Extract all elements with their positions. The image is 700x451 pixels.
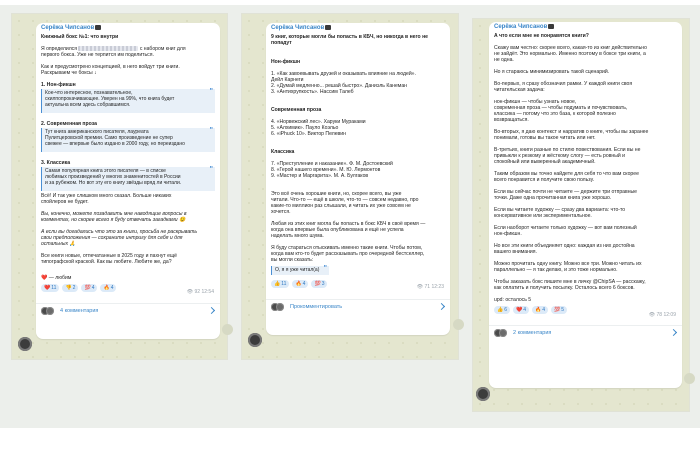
- post-text-line: Можно прочитать одну книгу. Можно все три. Можно читать их: [494, 261, 642, 267]
- quote-line: Тут книга американского писателя, лауреата: [45, 129, 149, 135]
- reaction-chip[interactable]: [41, 284, 59, 292]
- quote-line: Самая популярная книга этого писателя — в списке: [45, 168, 166, 174]
- post-bubble: [36, 23, 220, 339]
- post-text-line: Все книги новые, отпечатанные в 2025 году и пахнут ещё: [41, 253, 178, 259]
- post-text-line: попадут: [271, 40, 292, 46]
- expandable-quote[interactable]: [271, 266, 329, 275]
- quote-line: Пулитцеровской премии. Само произведение не супер: [45, 135, 173, 142]
- post-text-line: 1. «Как завоевывать друзей и оказывать влияние на людей».: [271, 71, 416, 77]
- reaction-emoji-icon: 👎: [65, 285, 72, 291]
- post-text-line: как оплатить и получить посылку. Осталось всего 6 боксов.: [494, 285, 635, 291]
- reaction-emoji-icon: 💯: [314, 281, 321, 287]
- channel-avatar[interactable]: [248, 333, 262, 347]
- expandable-quote[interactable]: [41, 128, 215, 152]
- reaction-count: 2: [72, 285, 76, 291]
- comments-button[interactable]: [36, 304, 220, 318]
- post-text-line: Как и предусмотрено концепцией, в него войдут три книги.: [41, 64, 180, 70]
- post-text-line: ❤️ — любим: [41, 275, 72, 281]
- post-text-line: Это всё очень хорошие книги, но, скорее всего, вы уже: [271, 191, 402, 197]
- post-text-line: 4. «Норвежский лес». Харуки Мураками: [271, 119, 366, 125]
- post-text-line: когда она впервые была опубликована и ещё не успела: [271, 227, 404, 233]
- post-text-line: параллельно — я так делаю, и это тоже нормально.: [494, 267, 618, 273]
- reaction-count: 3: [321, 281, 325, 287]
- channel-post-column: [12, 14, 227, 359]
- quote-icon: ": [209, 127, 213, 134]
- post-text-line: Чтобы заказать бокс пишите мне в личку @ChipSA — расскажу,: [494, 279, 646, 285]
- post-bubble: [489, 22, 682, 388]
- chevron-right-icon: [438, 303, 445, 310]
- expandable-quote[interactable]: [41, 167, 215, 191]
- post-text-line: нон-фикшн — чтобы узнать новое,: [494, 99, 577, 105]
- share-icon[interactable]: [222, 324, 233, 335]
- post-text-line: современная проза — чтобы подумать и почувствовать,: [494, 105, 628, 111]
- channel-avatar[interactable]: [476, 387, 490, 401]
- post-text-line: 6. «iPhuck 10». Виктор Пелевин: [271, 131, 346, 137]
- post-text-line: В-третьих, книги разные по стилю повествования. Если вы не: [494, 147, 641, 153]
- post-text-line: 5. «Алхимик». Пауло Коэльо: [271, 125, 339, 131]
- quote-line: любимых произведений у многих знаменитостей в России: [45, 174, 181, 181]
- reaction-chip[interactable]: [81, 284, 97, 292]
- quote-line: О, я я уже читал(а): [275, 267, 320, 273]
- quote-icon: ": [323, 265, 327, 272]
- post-text-line: Вы, конечно, можете позадавить мне наводящие вопросы в: [41, 211, 187, 217]
- reaction-emoji-icon: ❤️: [516, 307, 523, 313]
- post-text-line: типографской краской. Как вы любите. Любите же, да?: [41, 259, 172, 265]
- comments-button[interactable]: [489, 326, 682, 340]
- post-text-line: А что если мне не понравятся книги?: [494, 33, 589, 39]
- post-text-line: не зайдёт. Это нормально. Именно поэтому в боксе три книги, а: [494, 51, 646, 57]
- post-text-line: Но я стараюсь минимизировать такой сценарий.: [494, 69, 610, 75]
- post-text-line: 1. Нон-фикшн: [41, 82, 76, 88]
- avatar-badge-icon: [548, 24, 554, 29]
- reactions-row: [494, 306, 567, 314]
- post-text-line: Если наоборот читаете только художку — вот вам полезный: [494, 225, 637, 231]
- post-text-line: Таким образом вы точно найдете для себя то что вам скорее: [494, 171, 639, 177]
- post-text-line: Я буду стараться отыскивать именно такие книги. Чтобы потом,: [271, 245, 423, 251]
- post-text-line: наделать много шума.: [271, 233, 324, 239]
- post-meta: [649, 312, 676, 318]
- post-text-line: консервативное или экспериментальное.: [494, 213, 592, 219]
- post-text-line: 3. «Антихрупкость». Нассим Талеб: [271, 89, 354, 95]
- views-count: 92: [194, 289, 201, 295]
- post-text-line: комментах, но скорее всего я буду отвечать загадками 😉: [41, 217, 186, 223]
- reaction-chip[interactable]: [100, 284, 116, 292]
- hidden-spoiler[interactable]: [78, 46, 138, 51]
- reaction-emoji-icon: 👍: [497, 307, 504, 313]
- post-time: 12:54: [201, 289, 214, 295]
- author-name[interactable]: Серёжа Чипсанов: [494, 24, 554, 30]
- post-text-line: 2. «Думай медленно... решай быстро». Даниэль Канеман: [271, 83, 407, 89]
- quote-icon: ": [209, 166, 213, 173]
- reaction-count: 4: [523, 307, 527, 313]
- share-icon[interactable]: [684, 373, 695, 384]
- expandable-quote[interactable]: [41, 89, 215, 113]
- reaction-count: 11: [281, 281, 287, 287]
- reaction-emoji-icon: ❤️: [44, 285, 51, 291]
- commenter-avatar: [276, 303, 284, 311]
- avatar-badge-icon: [95, 25, 101, 30]
- post-text-line: всего понравится и получите свою пользу.: [494, 177, 595, 183]
- comments-label: 4 комментария: [60, 308, 99, 314]
- post-text-line: классика — потому что это база, к которой полезно: [494, 111, 616, 117]
- reaction-count: 4: [91, 285, 95, 291]
- post-meta: [187, 289, 214, 295]
- reaction-count: 4: [542, 307, 546, 313]
- reaction-emoji-icon: 🔥: [103, 285, 110, 291]
- reaction-count: 5: [561, 307, 565, 313]
- post-text-line: точки. Даже одна прочитанная книга уже хорошо.: [494, 195, 612, 201]
- post-text-line: привыкли к резкому и жёсткому слогу — есть ровный и: [494, 153, 625, 159]
- reaction-emoji-icon: 💯: [554, 307, 561, 313]
- post-text-line: Я определился с набором книг для: [41, 46, 186, 52]
- post-time: 12:23: [431, 284, 444, 290]
- views-count: 71: [424, 284, 431, 290]
- post-text-line: 2. Современная проза: [41, 121, 97, 127]
- post-text-line: первого бокса. Уже не терпится им поделиться.: [41, 52, 154, 58]
- post-text-line: Дейл Карнеги: [271, 77, 304, 83]
- reaction-chip[interactable]: [513, 306, 529, 314]
- reaction-chip[interactable]: [311, 280, 327, 288]
- post-text-line: возвращаться.: [494, 117, 529, 123]
- quote-line: актуальна всем здесь собравшимся.: [45, 102, 131, 109]
- reaction-count: 4: [110, 285, 114, 291]
- share-icon[interactable]: [453, 319, 464, 330]
- post-bubble: [266, 23, 450, 335]
- post-text-line: вы могли сказать:: [271, 257, 314, 263]
- reaction-count: 6: [504, 307, 508, 313]
- post-text-line: Но все эти книги объединяет одно: каждая из них достойна: [494, 243, 635, 249]
- post-text-line: 7. «Преступление и наказание». Ф. М. Достоевский: [271, 161, 393, 167]
- views-icon: 👁: [186, 289, 194, 295]
- post-text-line: хочется.: [271, 209, 291, 215]
- post-text-line: Скажу вам честно: скорее всего, какая-то из книг действительно: [494, 45, 647, 51]
- reaction-chip[interactable]: [271, 280, 289, 288]
- post-text-line: Если вы сейчас почти не читаете — держите три отправные: [494, 189, 637, 195]
- author-name[interactable]: Серёжа Чипсанов: [271, 25, 331, 31]
- reaction-emoji-icon: 💯: [84, 285, 91, 291]
- reaction-emoji-icon: 🔥: [535, 307, 542, 313]
- post-text-line: Во-вторых, я даю контекст и нарратив о книге, чтобы вы заранее: [494, 129, 649, 135]
- comments-button[interactable]: [266, 300, 450, 314]
- reaction-count: 4: [302, 281, 306, 287]
- post-text-line: Любая из этих книг могла бы попасть в бокс КБЧ в своё время —: [271, 221, 426, 227]
- reaction-emoji-icon: 👍: [274, 281, 281, 287]
- avatar-badge-icon: [325, 25, 331, 30]
- post-text-line: Книжный бокс №1: что внутри: [41, 34, 119, 40]
- post-text-line: спокойный или выверенный академичный.: [494, 159, 596, 165]
- post-text-line: 3. Классика: [41, 160, 71, 166]
- reactions-row: [271, 280, 327, 288]
- post-text-line: понимали, готовы вы такое читать или нет.: [494, 135, 596, 141]
- chevron-right-icon: [670, 329, 677, 336]
- reaction-count: 11: [51, 285, 57, 291]
- reaction-chip[interactable]: [62, 284, 78, 292]
- post-text-line: Во-первых, я сразу обозначил рамки. У каждой книги своя: [494, 81, 633, 87]
- channel-avatar[interactable]: [18, 337, 32, 351]
- comments-label: Прокомментировать: [290, 304, 343, 310]
- reactions-row: [41, 284, 116, 292]
- post-text-line: читали. Что-то — ещё в школе, что-то — совсем недавно, про: [271, 197, 419, 203]
- post-meta: [417, 284, 444, 290]
- post-text-line: когда вам кто-то будет рассказывать про очередной бестселлер,: [271, 251, 425, 257]
- post-text-line: не одна.: [494, 57, 514, 63]
- chevron-right-icon: [208, 307, 215, 314]
- quote-line: и за рубежом. Но вот эту его книгу звёзды вряд ли читали.: [45, 180, 182, 187]
- views-count: 78: [656, 312, 663, 318]
- reaction-chip[interactable]: [292, 280, 308, 288]
- author-name[interactable]: Серёжа Чипсанов: [41, 25, 101, 31]
- post-text-line: 8. «Герой нашего времени». М. Ю. Лермонтов: [271, 167, 381, 173]
- quote-line: свежее — впервые было издано в 2000 году, но переиздано: [45, 141, 185, 148]
- reaction-chip[interactable]: [532, 306, 548, 314]
- post-text-line: Нон-фикшн: [271, 59, 301, 65]
- reaction-chip[interactable]: [551, 306, 567, 314]
- channel-post-column: [242, 14, 458, 359]
- post-text-line: Классика: [271, 149, 295, 155]
- post-text-line: Современная проза: [271, 107, 322, 113]
- post-text-line: 9 книг, которые могли бы попасть в КБЧ, но никогда в него не: [271, 34, 428, 40]
- post-text-line: вашего внимания.: [494, 249, 537, 255]
- post-text-line: Всё! И так уже слишком много сказал. Больше никаких: [41, 193, 172, 199]
- views-icon: 👁: [416, 284, 424, 290]
- reaction-emoji-icon: 🔥: [295, 281, 302, 287]
- quote-line: скилпопрокачивающее. Уверен на 99%, что книга будет: [45, 96, 175, 103]
- post-text-line: Раскрываем че боксы ↓: [41, 70, 97, 76]
- post-text-line: upd: осталось 5: [494, 297, 532, 303]
- comments-label: 2 комментария: [513, 330, 552, 336]
- commenter-avatar: [499, 329, 507, 337]
- quote-icon: ": [209, 88, 213, 95]
- post-text-line: спойлеров не будет.: [41, 199, 89, 205]
- reaction-chip[interactable]: [494, 306, 510, 314]
- post-text-line: остальных 🙏: [41, 241, 76, 247]
- post-text-line: нон-фикшн.: [494, 231, 522, 237]
- commenter-avatar: [46, 307, 54, 315]
- post-text-line: читательская задача:: [494, 87, 545, 93]
- post-text-line: А если вы догадались что это за книги, просьба не раскрывать: [41, 229, 198, 235]
- views-icon: 👁: [648, 312, 656, 318]
- post-text-line: свои предположения — сохраните интригу для себя и для: [41, 235, 183, 241]
- post-time: 12:09: [663, 312, 676, 318]
- post-text-line: какие-то миллион раз слышали, и читать их уже совсем не: [271, 203, 411, 209]
- channel-post-column: [473, 19, 689, 411]
- quote-line: Кое-что интересное, познавательное,: [45, 90, 133, 96]
- post-text-line: Если вы читаете художку — сразу два варианта: что-то: [494, 207, 626, 213]
- post-text-line: 9. «Мастер и Маргарита». М. А. Булгаков: [271, 173, 369, 179]
